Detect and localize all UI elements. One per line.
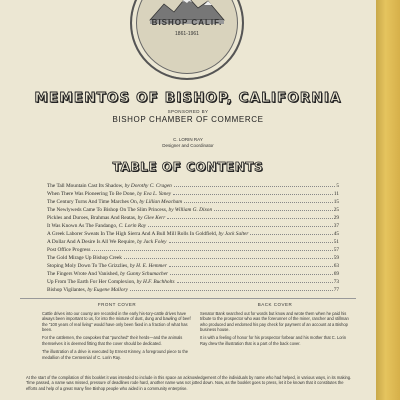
sponsor-name: BISHOP CHAMBER OF COMMERCE <box>112 115 264 124</box>
page-title: MEMENTOS OF BISHOP, CALIFORNIA <box>34 90 342 106</box>
toc-entry: A Dollar And A Desire Is All We Require, by Jack Foley 51 <box>47 239 339 245</box>
back-cover-heading: BACK COVER <box>257 302 293 307</box>
mountain-illustration-icon <box>132 0 242 78</box>
back-cover-note <box>200 302 350 349</box>
toc-entry: The Newlyweds Came To Bishop On The Slim Princess, by William G. Dixon 25 <box>47 207 339 213</box>
toc-entry: Stoping Moly Down To The Grizzlies, by H. E. Hemmer 63 <box>47 263 339 269</box>
toc-entry: The Century Turns And Time Marches On, by Lillian Meacham 15 <box>47 199 339 205</box>
toc-entry: The Gold Mirage Up Bishop Creek 59 <box>47 255 339 261</box>
front-cover-paragraph: The illustration of a drive is executed by Ernest Kinney, a foreground piece to the medallion of the Centennial of C. Lorin Ray. <box>42 348 189 360</box>
toc-entry: Bishop Vigilantes, by Eugene Mallory 77 <box>47 287 339 293</box>
designer-role: Designer and Coordinator <box>162 143 214 148</box>
toc-entry: The Fingers Wrote And Vanished, by Gunny Schumacher 69 <box>47 271 339 277</box>
seal-year-text: 1861-1961 <box>175 31 199 37</box>
front-cover-paragraph: For the cattlemen, the cowpokes that "punched" their herds—and the animals themselves it is deemed fitting that the cover should be dedicated. <box>42 335 183 346</box>
front-cover-paragraph: Cattle drives into our county are recorded in the early his-tory-cattle drives have always been important to us, for into the mixture of dust, dung and bawling of beef the "100 years of real living" would have only been fixed in a fraction of what has been. <box>42 310 191 333</box>
front-cover-note <box>42 302 192 363</box>
seal-top-text: BISHOP CALIF. <box>151 18 223 27</box>
back-cover-paragraph: It is with a feeling of honor for his prospector forbear and his mother that C. Lorin Ray drew the illustration that is a part of the back cover. <box>200 335 347 346</box>
toc-heading: TABLE OF CONTENTS <box>112 160 264 174</box>
designer-name: C. LORIN RAY <box>173 137 203 142</box>
front-cover-heading: FRONT COVER <box>97 302 137 307</box>
binding-edge <box>376 0 400 400</box>
toc-entry: A Greek Laborer Sweats In The High Sierra And A Bull Mill Rolls In Goldfield, by Jack Salter 45 <box>47 231 339 237</box>
toc-entry: It Was Known As The Fandango, C. Lorin Ray 37 <box>47 223 339 229</box>
toc-entry: Up From The Earth For Her Complexion, by H.F. Buchholts 73 <box>47 279 339 285</box>
sponsored-by-label: SPONSORED BY <box>167 109 209 114</box>
bishop-seal-logo <box>130 0 244 80</box>
toc-entry: Pickles and Duroes, Brahmas And Reatas, by Glee Kerr 29 <box>47 215 339 221</box>
toc-entry: The Tall Mountain Cast Its Shadow, by Dorothy C. Cragen 5 <box>47 183 339 189</box>
back-cover-paragraph: Senator Bank searched out for words but know and wrote them when he paid his tribute to the prospector who was the forerunner of the miner, rancher and stillman who produced and endorsed his pay check for payment of an account at a Bishop business house. <box>200 310 349 333</box>
section-divider <box>20 298 356 299</box>
table-of-contents <box>47 182 339 294</box>
toc-entry: When There Was Pioneering To Be Done, by Eva L. Yaney 11 <box>47 191 339 197</box>
acknowledgement-paragraph: At the start of the compilation of this booklet it was intended to include in this space an acknowledgement of the individuals by name who had helped, in various ways, in its making. Time passed, a name was missed, pressure of deadlines rode hard, another name was not jotted down. Now, as the booklet goes to press, let it be known that it constitutes the efforts and help of a great many fine Bishop people who aided in a community enterprise. <box>26 375 352 391</box>
toc-entry: Post Office Progress 57 <box>47 247 339 253</box>
